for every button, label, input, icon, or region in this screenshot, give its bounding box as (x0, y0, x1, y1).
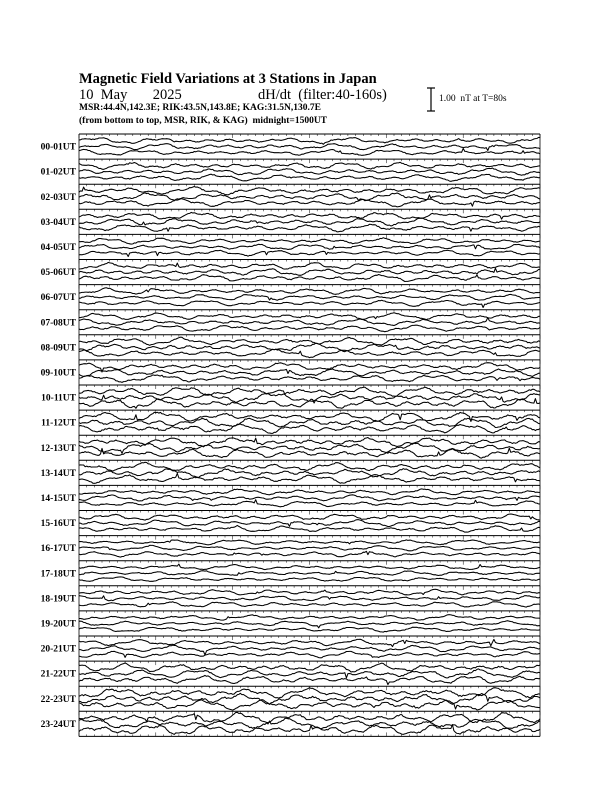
station-trace-rik (79, 244, 540, 249)
minute-ticks (79, 184, 540, 188)
station-trace-rik (79, 318, 540, 326)
hour-label: 22-23UT (40, 694, 76, 705)
station-trace-rik (79, 369, 540, 377)
hour-label: 05-06UT (40, 268, 76, 279)
station-trace-rik (79, 495, 540, 501)
minute-ticks (79, 310, 540, 314)
station-trace-msr (79, 325, 540, 332)
station-trace-msr (79, 700, 540, 711)
minute-ticks (79, 385, 540, 389)
scale-bar-label: 1.00 nT at T=80s (439, 94, 507, 104)
minute-ticks (79, 511, 540, 515)
minute-ticks (79, 435, 540, 439)
minute-ticks (79, 134, 540, 138)
station-trace-rik (79, 545, 540, 551)
station-trace-kag (79, 589, 540, 595)
station-trace-msr (79, 551, 540, 557)
station-trace-msr (79, 627, 540, 632)
station-trace-rik (79, 469, 540, 478)
station-trace-rik (79, 168, 540, 175)
minute-ticks (79, 611, 540, 615)
hour-label: 02-03UT (40, 192, 76, 203)
hour-label: 08-09UT (40, 343, 76, 354)
station-trace-rik (79, 268, 540, 275)
hour-label: 15-16UT (40, 519, 76, 529)
hour-label: 16-17UT (40, 544, 76, 555)
hour-label: 01-02UT (40, 167, 76, 178)
station-trace-msr (79, 275, 540, 282)
minute-ticks (79, 661, 540, 665)
station-trace-kag (79, 137, 540, 144)
station-trace-msr (79, 473, 540, 483)
station-trace-msr (79, 602, 540, 607)
station-trace-msr (79, 148, 540, 155)
station-trace-kag (79, 514, 540, 520)
station-trace-kag (79, 489, 540, 495)
hour-label: 10-11UT (41, 393, 76, 404)
station-trace-kag (79, 212, 540, 219)
station-trace-msr (79, 525, 540, 532)
hour-label: 06-07UT (40, 293, 76, 304)
minute-ticks (79, 260, 540, 264)
station-trace-kag (79, 288, 540, 295)
hour-label: 21-22UT (40, 669, 76, 680)
station-trace-rik (79, 571, 540, 576)
station-order-note: (from bottom to top, MSR, RIK, & KAG) midnight=1500UT (79, 116, 328, 126)
station-trace-rik (79, 520, 540, 527)
station-trace-msr (79, 675, 540, 684)
station-trace-msr (79, 500, 540, 507)
station-trace-msr (79, 300, 540, 307)
station-trace-msr (79, 375, 540, 383)
hour-label: 14-15UT (40, 494, 76, 504)
station-trace-msr (79, 651, 540, 658)
hour-label: 03-04UT (40, 217, 76, 228)
station-trace-rik (79, 621, 540, 628)
station-trace-msr (79, 349, 540, 358)
hour-label: 07-08UT (40, 318, 76, 329)
hour-label: 23-24UT (40, 719, 76, 730)
chart-title: Magnetic Field Variations at 3 Stations in Japan (79, 71, 377, 87)
hour-label: 20-21UT (40, 644, 76, 655)
hour-label: 09-10UT (40, 368, 76, 379)
chart-date: 10 May 2025 (79, 87, 182, 103)
station-trace-kag (79, 313, 540, 320)
station-trace-rik (79, 144, 540, 151)
minute-ticks (79, 485, 540, 489)
hour-label: 11-12UT (41, 418, 76, 429)
station-trace-kag (79, 639, 540, 646)
hour-label: 19-20UT (40, 619, 76, 630)
scale-bar (427, 88, 435, 111)
minute-ticks (79, 711, 540, 715)
minute-ticks (79, 234, 540, 238)
minute-ticks (79, 586, 540, 590)
station-trace-rik (79, 693, 540, 704)
minute-ticks (79, 159, 540, 163)
station-trace-msr (79, 224, 540, 232)
station-trace-kag (79, 238, 540, 244)
station-trace-rik (79, 218, 540, 226)
minute-ticks (79, 561, 540, 565)
station-trace-msr (79, 174, 540, 181)
station-trace-kag (79, 162, 540, 169)
station-trace-rik (79, 294, 540, 300)
station-list: MSR:44.4N,142.3E; RIK:43.5N,143.8E; KAG:31.5N,130.7E (79, 103, 321, 113)
minute-ticks (79, 360, 540, 364)
minute-ticks (79, 209, 540, 213)
station-trace-kag (79, 615, 540, 621)
station-trace-msr (79, 399, 540, 409)
hour-label: 17-18UT (40, 569, 76, 580)
station-trace-kag (79, 540, 540, 545)
hour-label: 00-01UT (40, 142, 76, 153)
station-trace-msr (79, 250, 540, 256)
minute-ticks (79, 636, 540, 640)
station-trace-rik (79, 193, 540, 201)
minute-ticks (79, 536, 540, 540)
chart-mode: dH/dt (filter:40-160s) (258, 87, 387, 103)
minute-ticks (79, 335, 540, 339)
hour-label: 12-13UT (40, 443, 76, 454)
hour-label: 13-14UT (40, 468, 76, 479)
station-trace-kag (79, 564, 540, 570)
hour-label: 04-05UT (40, 243, 76, 253)
minute-ticks (79, 410, 540, 414)
minute-ticks (79, 732, 540, 736)
minute-ticks (79, 285, 540, 289)
station-trace-kag (79, 363, 540, 372)
station-trace-rik (79, 596, 540, 601)
station-trace-msr (79, 424, 540, 433)
hour-label: 18-19UT (40, 594, 76, 605)
station-trace-msr (79, 577, 540, 582)
station-trace-msr (79, 199, 540, 207)
